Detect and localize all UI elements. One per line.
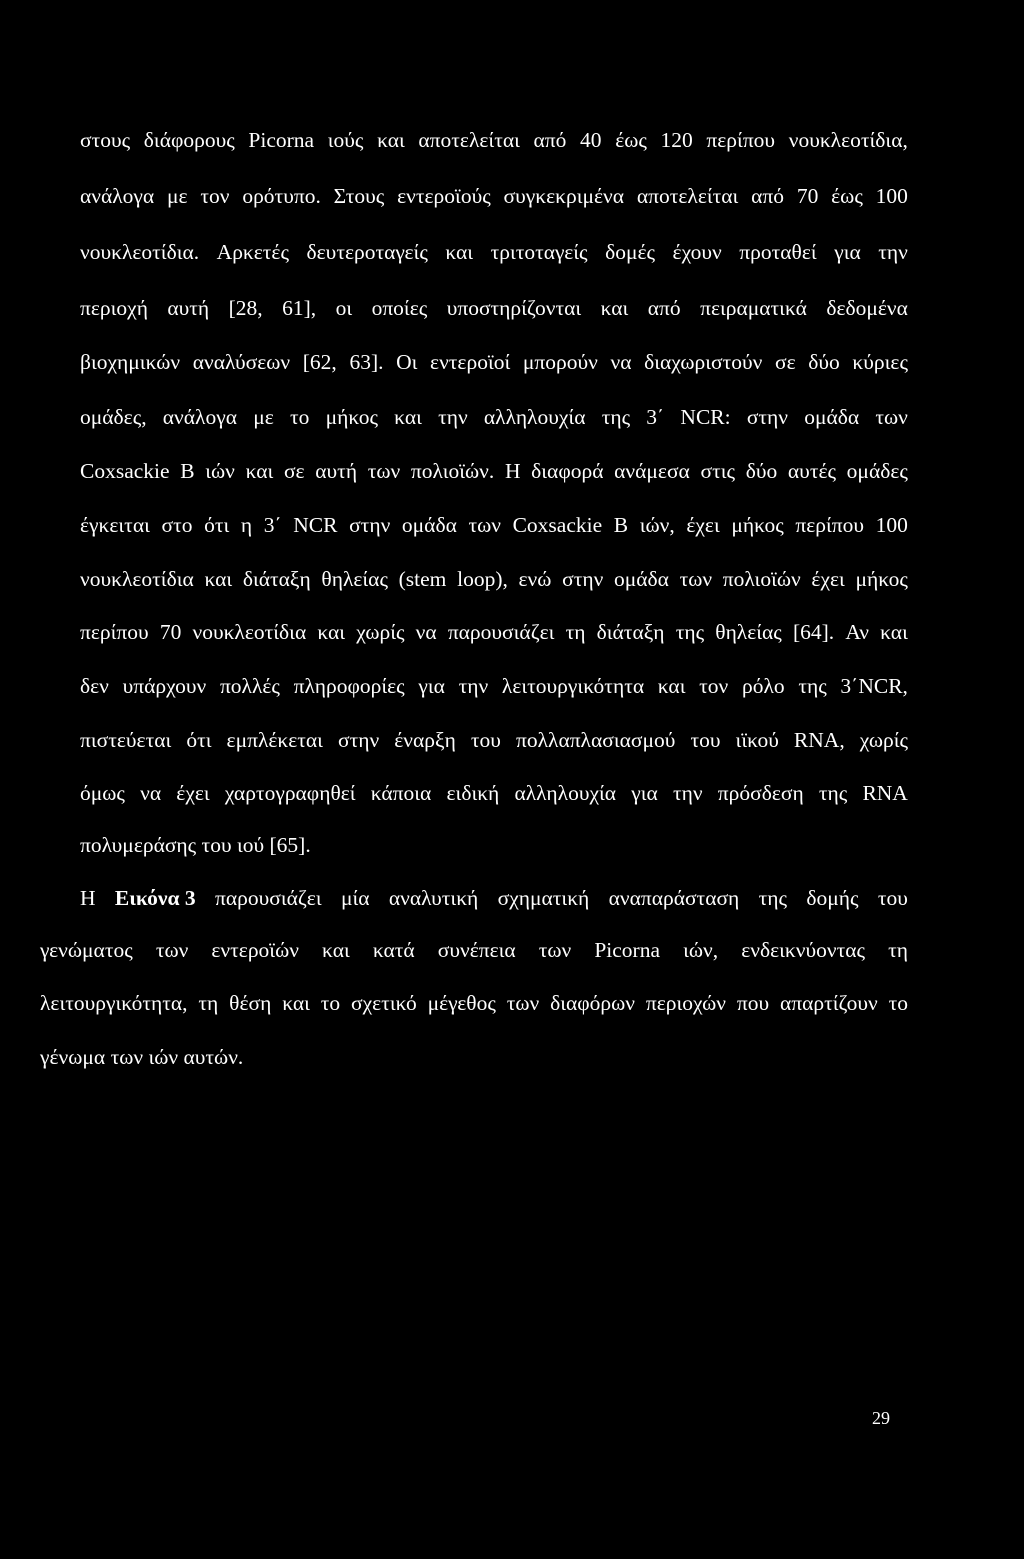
word: εντεροϊούς <box>397 184 491 208</box>
word: σχηματική <box>497 886 590 910</box>
word: αναλύσεων <box>192 350 291 374</box>
paragraph-1-line-14: πολυμεράσης του ιού [65]. <box>80 833 311 857</box>
word: προταθεί <box>739 240 817 264</box>
word: ορότυπο. <box>242 184 321 208</box>
word: (stem <box>398 567 447 591</box>
word: πληροφορίες <box>293 674 405 698</box>
word: ομάδα <box>613 567 669 591</box>
word: νουκλεοτίδια. <box>80 240 200 264</box>
word: Coxsackie <box>512 513 603 537</box>
word: την <box>458 674 489 698</box>
word: 61], <box>282 296 317 320</box>
word: τη <box>565 620 586 644</box>
word: οι <box>335 296 353 320</box>
word: έγκειται <box>80 513 150 537</box>
word: NCR: <box>680 405 731 429</box>
word: και <box>394 405 422 429</box>
word: με <box>167 184 188 208</box>
word: των <box>367 459 401 483</box>
word: εμπλέκεται <box>226 728 323 752</box>
word: περιοχών <box>645 991 726 1015</box>
word: πολιοϊών. <box>410 459 495 483</box>
paragraph-2-line-3 <box>40 989 908 1017</box>
word: μήκος <box>325 405 378 429</box>
word: η <box>240 513 253 537</box>
word: οποίες <box>371 296 428 320</box>
word: και <box>282 991 310 1015</box>
word: και <box>445 240 474 264</box>
word: κύριες <box>852 350 908 374</box>
paragraph-2-line-2 <box>40 936 908 964</box>
word: της <box>818 781 848 805</box>
word: σχετικό <box>351 991 417 1015</box>
word: και <box>322 938 350 962</box>
word: 70 <box>796 184 819 208</box>
word: παρουσιάζει <box>215 886 322 910</box>
word: Picorna <box>594 938 661 962</box>
word: του <box>877 886 908 910</box>
paragraph-1-line-13 <box>80 779 908 807</box>
word: ομάδα <box>401 513 457 537</box>
word: σε <box>775 350 796 374</box>
word: [28, <box>228 296 263 320</box>
word: αυτές <box>787 459 836 483</box>
word: συγκεκριμένα <box>503 184 625 208</box>
paragraph-1-line-4 <box>80 294 908 322</box>
paragraph-1-line-9 <box>80 565 908 593</box>
word: χωρίς <box>356 620 405 644</box>
word: της <box>758 886 788 910</box>
word: και <box>657 674 686 698</box>
word: Οι <box>396 350 418 374</box>
word: πολλές <box>219 674 280 698</box>
word: να <box>610 350 632 374</box>
word: νουκλεοτίδια <box>80 567 194 591</box>
word: από <box>533 128 567 152</box>
word: δεν <box>80 674 109 698</box>
word: ιών <box>205 459 235 483</box>
word: λειτουργικότητα, <box>40 991 188 1015</box>
word: την <box>672 781 703 805</box>
word: βιοχημικών <box>80 350 181 374</box>
word: της <box>601 405 631 429</box>
word: υποστηρίζονται <box>446 296 582 320</box>
word: Στους <box>333 184 385 208</box>
word: 3΄ <box>263 513 282 537</box>
word: πολιοϊών <box>722 567 801 591</box>
word: στους <box>80 128 131 152</box>
word: νουκλεοτίδια <box>192 620 307 644</box>
word: και <box>245 459 274 483</box>
word: δύο <box>808 350 840 374</box>
word: ανάλογα <box>162 405 237 429</box>
word: ότι <box>204 513 230 537</box>
word: θηλείας <box>715 620 782 644</box>
word: για <box>418 674 445 698</box>
word: της <box>675 620 705 644</box>
word: διάφορους <box>143 128 235 152</box>
word: το <box>320 991 341 1015</box>
word: το <box>888 991 908 1015</box>
word: ότι <box>186 728 212 752</box>
word: τριτοταγείς <box>490 240 588 264</box>
paragraph-1-line-10 <box>80 618 908 646</box>
word: διαφόρων <box>550 991 636 1015</box>
word: δευτεροταγείς <box>306 240 428 264</box>
word: ομάδα <box>804 405 860 429</box>
word: και <box>377 128 405 152</box>
word: μέγεθος <box>427 991 496 1015</box>
paragraph-1-line-6 <box>80 403 908 431</box>
word: Η <box>504 459 521 483</box>
word: B <box>613 513 629 537</box>
word: ρόλο <box>741 674 785 698</box>
word: αποτελείται <box>418 128 520 152</box>
word: αναπαράσταση <box>608 886 740 910</box>
word: loop), <box>457 567 508 591</box>
word: ιών, <box>683 938 719 962</box>
word: στις <box>700 459 736 483</box>
word: στην <box>338 728 380 752</box>
word: να <box>140 781 162 805</box>
word: έως <box>615 128 647 152</box>
word: εντεροϊοί <box>430 350 511 374</box>
word: τη <box>198 991 219 1015</box>
word: 70 <box>159 620 182 644</box>
word: μήκος <box>731 513 784 537</box>
word: έχει <box>176 781 210 805</box>
word: Coxsackie <box>80 459 170 483</box>
word: διάταξη <box>242 567 311 591</box>
word: με <box>253 405 274 429</box>
word: χαρτογραφηθεί <box>224 781 356 805</box>
word: νουκλεοτίδια, <box>788 128 908 152</box>
word: δεδομένα <box>826 296 908 320</box>
paragraph-1-line-3 <box>80 238 908 266</box>
word: της <box>798 674 827 698</box>
word: B <box>180 459 195 483</box>
word: του <box>470 728 501 752</box>
word: και <box>317 620 346 644</box>
word: των <box>468 513 501 537</box>
word: πολλαπλασιασμού <box>515 728 676 752</box>
word: 40 <box>580 128 602 152</box>
word: τον <box>699 674 729 698</box>
word: [62, <box>302 350 337 374</box>
word: από <box>647 296 681 320</box>
word: έχουν <box>672 240 722 264</box>
figure-reference: Εικόνα 3 <box>114 886 196 910</box>
paragraph-2-line-4: γένωμα των ιών αυτών. <box>40 1045 244 1069</box>
word: περίπου <box>80 620 149 644</box>
word: πειραματικά <box>700 296 807 320</box>
word: ενδεικνύοντας <box>741 938 866 962</box>
word: RNA <box>862 781 908 805</box>
paragraph-1-line-5 <box>80 348 908 376</box>
word: περίπου <box>795 513 865 537</box>
word: ανάμεσα <box>614 459 690 483</box>
word: υπάρχουν <box>122 674 207 698</box>
word: 63]. <box>349 350 384 374</box>
word: γενώματος <box>40 938 133 962</box>
word: ομάδες <box>846 459 908 483</box>
paragraph-1-line-8 <box>80 511 908 539</box>
word: ιϊκού <box>735 728 779 752</box>
word: και <box>204 567 233 591</box>
word: Αν <box>845 620 869 644</box>
word: στην <box>562 567 604 591</box>
word: RNA, <box>793 728 845 752</box>
word: έχει <box>811 567 845 591</box>
word: αποτελείται <box>636 184 739 208</box>
word: μπορούν <box>522 350 598 374</box>
word: πιστεύεται <box>80 728 172 752</box>
word: δύο <box>745 459 778 483</box>
word: συνέπεια <box>437 938 516 962</box>
word: διαχωριστούν <box>644 350 763 374</box>
word: κάποια <box>370 781 432 805</box>
word: τον <box>200 184 230 208</box>
word: 3΄ <box>646 405 665 429</box>
word: μήκος <box>855 567 908 591</box>
word: 120 <box>660 128 693 152</box>
paragraph-1-line-12 <box>80 726 908 754</box>
word: για <box>834 240 861 264</box>
word: Picorna <box>248 128 315 152</box>
paragraph-1-line-1 <box>80 126 908 154</box>
paragraph-2-prefix: Η <box>80 886 96 910</box>
word: την <box>438 405 468 429</box>
word: θηλείας <box>321 567 388 591</box>
paragraph-1-line-7 <box>80 457 908 485</box>
paragraph-2-line-1 <box>80 884 908 912</box>
word: έως <box>831 184 863 208</box>
word: αυτή <box>315 459 358 483</box>
word: ανάλογα <box>80 184 155 208</box>
word: απαρτίζουν <box>779 991 878 1015</box>
word: στο <box>161 513 193 537</box>
word: των <box>679 567 713 591</box>
word: όμως <box>80 781 125 805</box>
word: των <box>875 405 908 429</box>
word: δομής <box>806 886 859 910</box>
word: περιοχή <box>80 296 148 320</box>
word: ομάδες, <box>80 405 147 429</box>
word: πρόσδεση <box>717 781 804 805</box>
word: εντεροϊών <box>211 938 299 962</box>
word: και <box>880 620 908 644</box>
paragraph-1-line-2 <box>80 182 908 210</box>
word: του <box>690 728 721 752</box>
word: 100 <box>875 184 908 208</box>
word: το <box>289 405 310 429</box>
word: ιούς <box>327 128 364 152</box>
word: στην <box>746 405 789 429</box>
word: περίπου <box>706 128 776 152</box>
word: τη <box>888 938 908 962</box>
word: διάταξη <box>596 620 665 644</box>
word: αλληλουχία <box>483 405 586 429</box>
word: Αρκετές <box>216 240 289 264</box>
paragraph-1-line-11 <box>80 672 908 700</box>
word: ειδική <box>446 781 500 805</box>
word: κατά <box>372 938 415 962</box>
word: [64]. <box>792 620 835 644</box>
word: 3΄NCR, <box>840 674 908 698</box>
word: που <box>736 991 770 1015</box>
word: NCR <box>293 513 338 537</box>
word: των <box>506 991 540 1015</box>
word: να <box>415 620 437 644</box>
word: χωρίς <box>859 728 908 752</box>
word: για <box>631 781 658 805</box>
word: παρουσιάζει <box>447 620 555 644</box>
word: και <box>600 296 629 320</box>
word: αναλυτική <box>388 886 479 910</box>
word: αλληλουχία <box>514 781 617 805</box>
word: σε <box>283 459 305 483</box>
word: των <box>538 938 572 962</box>
word: των <box>155 938 189 962</box>
page-number: 29 <box>872 1408 890 1428</box>
word: έναρξη <box>394 728 456 752</box>
word: λειτουργικότητα <box>501 674 645 698</box>
word: διαφορά <box>531 459 604 483</box>
word: αυτή <box>167 296 210 320</box>
word: έχει <box>686 513 720 537</box>
word: δομές <box>605 240 656 264</box>
word: θέση <box>229 991 272 1015</box>
word: 100 <box>875 513 908 537</box>
word: ιών, <box>639 513 675 537</box>
word: μία <box>340 886 370 910</box>
word: στην <box>349 513 391 537</box>
word: ενώ <box>518 567 552 591</box>
word: την <box>878 240 908 264</box>
word: από <box>751 184 785 208</box>
